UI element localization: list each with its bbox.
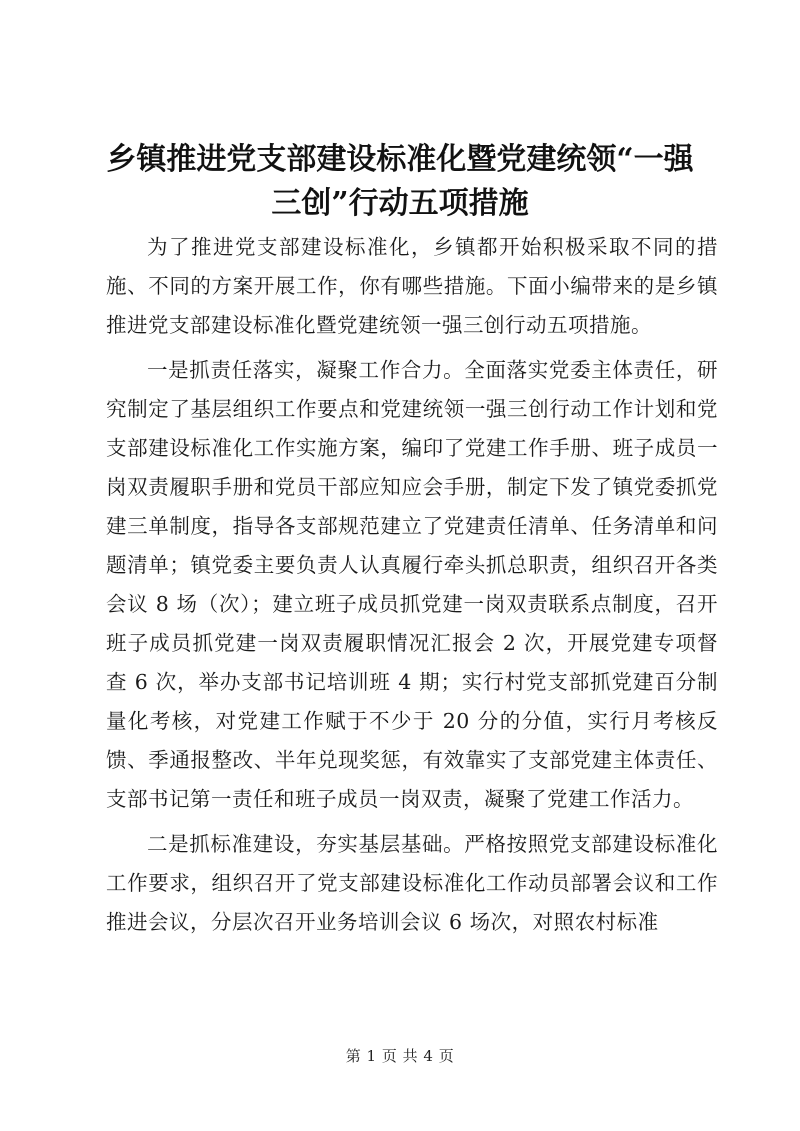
page-number-footer: 第 1 页 共 4 页 <box>345 1047 455 1065</box>
paragraph-standards: 二是抓标准建设，夯实基层基础。严格按照党支部建设标准化工作要求，组织召开了党支部建设标准化工作动员部署会议和工作推进会议，分层次召开业务培训会议 6 场次，对照农村标准 <box>106 832 718 934</box>
paragraph-responsibility: 一是抓责任落实，凝聚工作合力。全面落实党委主体责任，研究制定了基层组织工作要点和党建统领一强三创行动工作计划和党支部建设标准化工作实施方案，编印了党建工作手册、班子成员一岗双责履职手册和党员干部应知应会手册，制定下发了镇党委抓党建三单制度，指导各支部规范建立了党建责任清单、任务清单和问题清单；镇党委主要负责人认真履行牵头抓总职责，组织召开各类会议 8 场（次）；建立班子成员抓党建一岗双责联系点制度，召开班子成员抓党建一岗双责履职情况汇报会 2 次，开展党建专项督查 6 次，举办支部书记培训班 4 期；实行村党支部抓党建百分制量化考核，对党建工作赋于不少于 20 分的分值，实行月考核反馈、季通报整改、半年兑现奖惩，有效靠实了支部党建主体责任、支部书记第一责任和班子成员一岗双责，凝聚了党建工作活力。 <box>106 358 718 811</box>
document-body <box>106 228 718 942</box>
paragraph-intro: 为了推进党支部建设标准化，乡镇都开始积极采取不同的措施、不同的方案开展工作，你有哪些措施。下面小编带来的是乡镇推进党支部建设标准化暨党建统领一强三创行动五项措施。 <box>106 235 718 337</box>
document-title: 乡镇推进党支部建设标准化暨党建统领“一强三创”行动五项措施 <box>106 142 694 221</box>
